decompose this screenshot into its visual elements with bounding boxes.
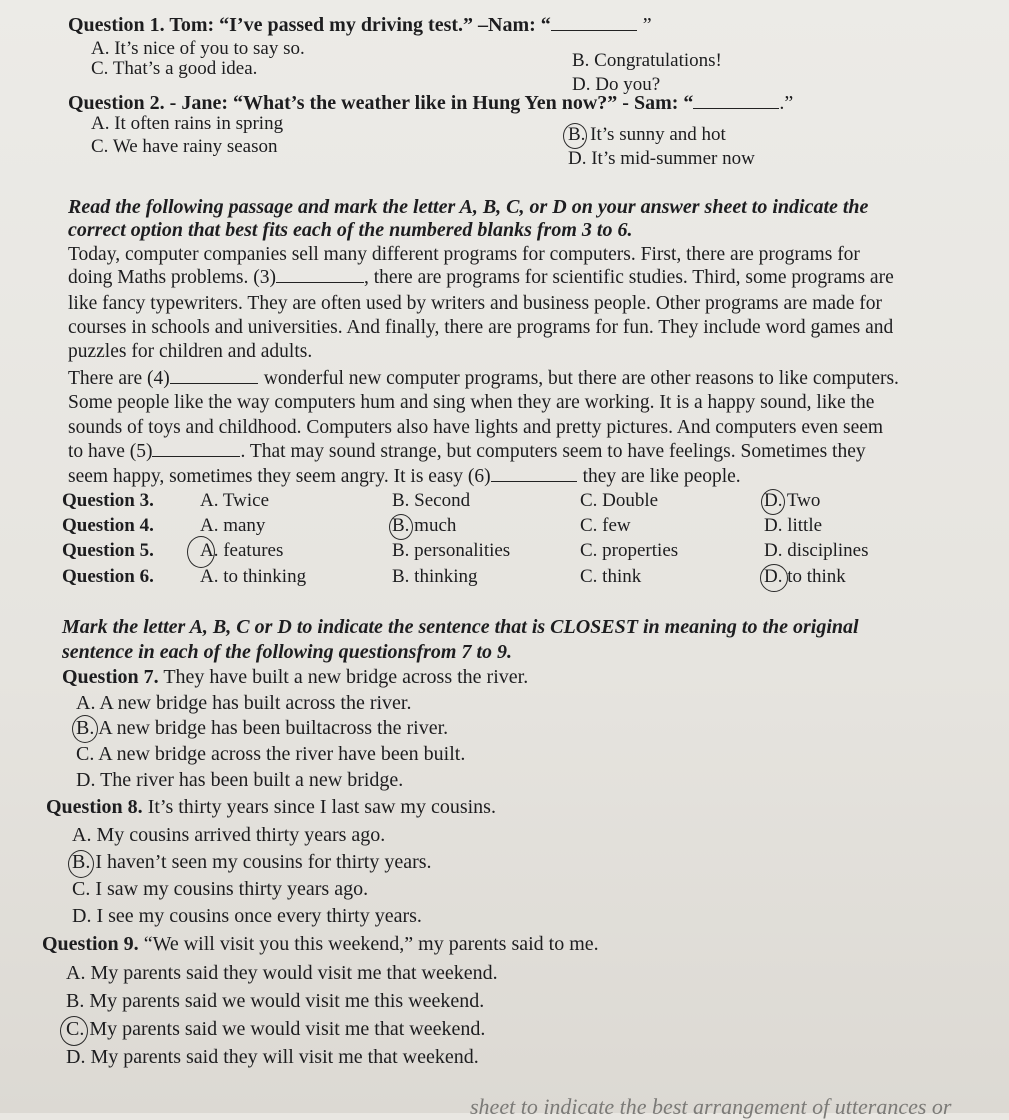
answer-circle-mark (60, 1016, 88, 1046)
q2-option-b: B. It’s sunny and hot (568, 124, 726, 145)
answer-circle-mark (760, 564, 788, 592)
q5-label: Question 5. (62, 540, 154, 561)
q6-option-b: B. thinking (392, 566, 478, 587)
q7-option-d: D. The river has been built a new bridge. (76, 769, 404, 791)
q3-option-d: D. Two (764, 490, 821, 511)
instruction-passage-line1: Read the following passage and mark the letter A, B, C, or D on your answer sheet to indicate the (68, 196, 869, 218)
q3-option-a: A. Twice (200, 490, 270, 511)
q7-option-b: B. A new bridge has been builtacross the river. (76, 717, 449, 739)
q7-heading: Question 7. They have built a new bridge across the river. (62, 666, 529, 688)
q9-option-c: C. My parents said we would visit me that weekend. (66, 1018, 486, 1040)
answer-circle-mark (187, 536, 215, 568)
answer-circle-mark (563, 123, 587, 149)
q6-option-a: A. to thinking (200, 566, 307, 587)
instruction-closest-line2: sentence in each of the following questionsfrom 7 to 9. (62, 641, 513, 663)
q6-option-c: C. think (580, 566, 642, 587)
passage-line: to have (5) . That may sound strange, but computers seem to have feelings. Sometimes they (68, 441, 866, 462)
q2-option-d: D. It’s mid-summer now (568, 148, 755, 169)
q5-option-b: B. personalities (392, 540, 511, 561)
q5-option-a: A. features (200, 540, 284, 561)
q8-heading: Question 8. It’s thirty years since I last saw my cousins. (46, 796, 496, 818)
passage-line: Today, computer companies sell many different programs for computers. First, there are programs for (68, 244, 860, 265)
q9-option-b: B. My parents said we would visit me this weekend. (66, 990, 485, 1012)
q5-option-c: C. properties (580, 540, 679, 561)
passage-line: courses in schools and universities. And finally, there are programs for fun. They include word games and (68, 317, 894, 338)
q8-option-a: A. My cousins arrived thirty years ago. (72, 824, 386, 846)
answer-circle-mark (72, 715, 98, 743)
q2-heading: Question 2. - Jane: “What’s the weather like in Hung Yen now?” - Sam: “ .” (68, 92, 794, 114)
q1-option-c: C. That’s a good idea. (91, 58, 258, 79)
q3-label: Question 3. (62, 490, 154, 511)
passage-line: There are (4) wonderful new computer programs, but there are other reasons to like computers. (68, 368, 899, 389)
q1-option-b: B. Congratulations! (572, 50, 722, 71)
instruction-passage-line2: correct option that best fits each of the numbered blanks from 3 to 6. (68, 219, 633, 241)
q4-label: Question 4. (62, 515, 154, 536)
q2-option-a: A. It often rains in spring (91, 113, 284, 134)
q4-option-b: B. much (392, 515, 457, 536)
q9-heading: Question 9. “We will visit you this weekend,” my parents said to me. (42, 933, 599, 955)
q5-option-d: D. disciplines (764, 540, 869, 561)
q6-option-d: D. to think (764, 566, 846, 587)
q8-option-d: D. I see my cousins once every thirty years. (72, 905, 422, 927)
q8-option-b: B. I haven’t seen my cousins for thirty years. (72, 851, 432, 873)
q1-option-d: D. Do you? (572, 74, 661, 95)
q9-option-a: A. My parents said they would visit me that weekend. (66, 962, 498, 984)
passage-line: Some people like the way computers hum and sing when they are working. It is a happy sound, like the (68, 392, 875, 413)
q9-option-d: D. My parents said they will visit me that weekend. (66, 1046, 479, 1068)
q3-option-b: B. Second (392, 490, 471, 511)
passage-line: seem happy, sometimes they seem angry. It is easy (6) they are like people. (68, 466, 741, 487)
answer-circle-mark (68, 850, 94, 878)
q6-label: Question 6. (62, 566, 154, 587)
q1-heading: Question 1. Tom: “I’ve passed my driving test.” –Nam: “ ” (68, 14, 652, 36)
q4-option-c: C. few (580, 515, 631, 536)
answer-circle-mark (761, 489, 785, 515)
instruction-closest-line1: Mark the letter A, B, C or D to indicate the sentence that is CLOSEST in meaning to the original (62, 616, 859, 638)
q3-option-c: C. Double (580, 490, 659, 511)
q7-option-c: C. A new bridge across the river have been built. (76, 743, 466, 765)
q4-option-d: D. little (764, 515, 823, 536)
cut-off-instruction-text: sheet to indicate the best arrangement of utterances or (470, 1094, 952, 1119)
passage-line: puzzles for children and adults. (68, 341, 313, 362)
q4-option-a: A. many (200, 515, 266, 536)
q8-option-c: C. I saw my cousins thirty years ago. (72, 878, 369, 900)
q2-option-c: C. We have rainy season (91, 136, 278, 157)
passage-line: doing Maths problems. (3) , there are programs for scientific studies. Third, some programs are (68, 267, 894, 288)
passage-line: like fancy typewriters. They are often used by writers and business people. Other programs are made for (68, 293, 883, 314)
passage-line: sounds of toys and childhood. Computers also have lights and pretty pictures. And computers even seem (68, 417, 884, 438)
q7-option-a: A. A new bridge has built across the river. (76, 692, 412, 714)
answer-circle-mark (389, 514, 413, 540)
q1-option-a: A. It’s nice of you to say so. (91, 38, 305, 59)
